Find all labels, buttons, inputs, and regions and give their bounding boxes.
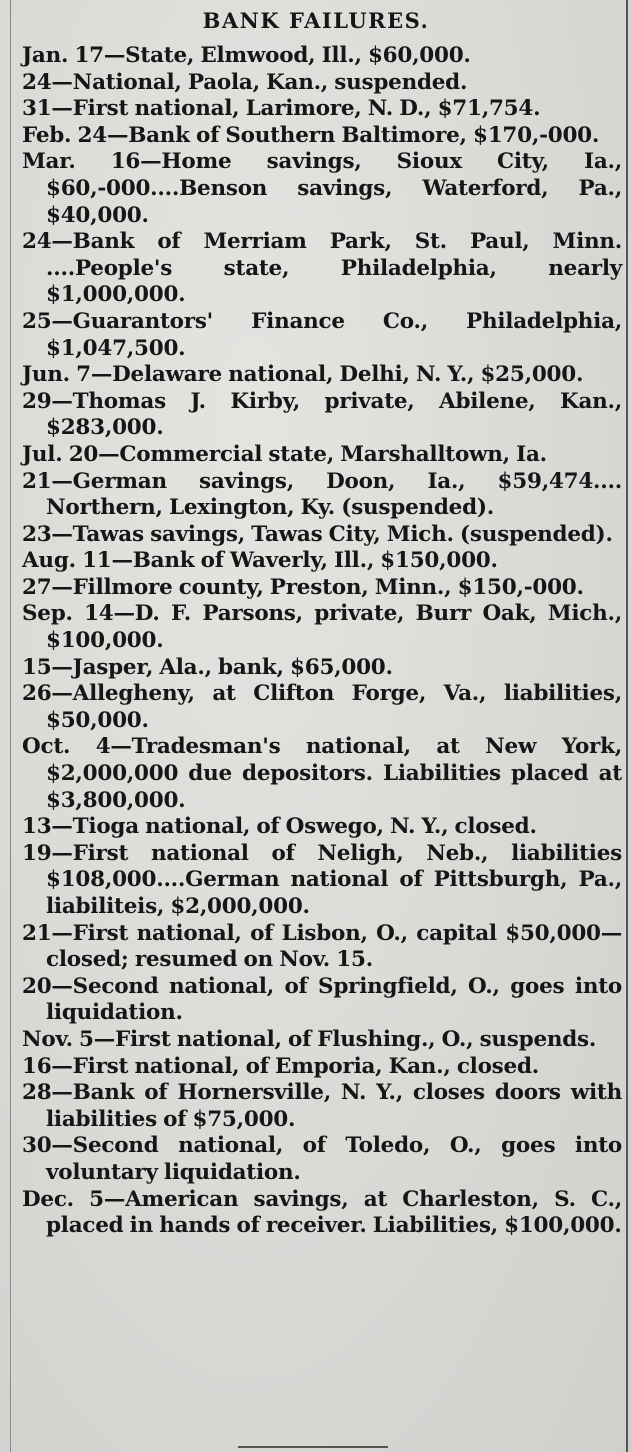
column-left-rule bbox=[10, 0, 11, 1452]
entry-sep-15: 15—Jasper, Ala., bank, $65,000. bbox=[22, 654, 393, 680]
entry-aug-27: 27—Fillmore county, Preston, Minn., $150,-000. bbox=[22, 574, 584, 600]
footer-divider bbox=[238, 1446, 388, 1448]
bank-failures-list bbox=[22, 43, 622, 1240]
entry-aug-11: Aug. 11—Bank of Waverly, Ill., $150,000. bbox=[22, 548, 498, 574]
entry-nov-5: Nov. 5—First national, of Flushing., O., suspends. bbox=[22, 1026, 597, 1052]
entry-jan-24: 24—National, Paola, Kan., suspended. bbox=[22, 69, 468, 95]
column-right-rule bbox=[626, 0, 628, 1452]
entry-sep-26: 26—Allegheny, at Clifton Forge, Va., liabilities, $50,000. bbox=[22, 681, 622, 733]
entry-nov-30: 30—Second national, of Toledo, O., goes into voluntary liquidation. bbox=[22, 1133, 622, 1185]
entry-jan-31: 31—First national, Larimore, N. D., $71,754. bbox=[22, 96, 541, 122]
entry-mar-25: 25—Guarantors' Finance Co., Philadelphia, $1,047,500. bbox=[22, 308, 622, 361]
entry-oct-21: 21—First national, of Lisbon, O., capital $50,000—closed; resumed on Nov. 15. bbox=[22, 920, 622, 973]
entry-jul-23: 23—Tawas savings, Tawas City, Mich. (suspended). bbox=[22, 521, 613, 547]
entry-jul-21: 21—German savings, Doon, Ia., $59,474.... Northern, Lexington, Ky. (suspended). bbox=[22, 468, 622, 521]
entry-jun-29: 29—Thomas J. Kirby, private, Abilene, Kan., $283,000. bbox=[22, 388, 622, 441]
entry-dec-5: Dec. 5—American savings, at Charleston, S. C., placed in hands of receiver. Liabilities, $100,000. bbox=[22, 1186, 622, 1239]
entry-oct-4: Oct. 4—Tradesman's national, at New York, $2,000,000 due depositors. Liabilities placed at $3,800,000. bbox=[22, 734, 622, 813]
entry-jan-17: Jan. 17—State, Elmwood, Ill., $60,000. bbox=[22, 43, 471, 68]
entry-nov-28: 28—Bank of Hornersville, N. Y., closes doors with liabilities of $75,000. bbox=[22, 1080, 622, 1132]
entry-oct-20: 20—Second national, of Springfield, O., goes into liquidation. bbox=[22, 973, 622, 1026]
entry-oct-19: 19—First national of Neligh, Neb., liabilities $108,000....German national of Pittsburgh, Pa., liabiliteis, $2,000,000. bbox=[22, 840, 622, 919]
entry-jun-7: Jun. 7—Delaware national, Delhi, N. Y., $25,000. bbox=[22, 362, 584, 388]
entry-sep-14: Sep. 14—D. F. Parsons, private, Burr Oak, Mich., $100,000. bbox=[22, 601, 622, 654]
entry-feb-24: Feb. 24—Bank of Southern Baltimore, $170,-000. bbox=[22, 122, 600, 148]
entry-nov-16: 16—First national, of Emporia, Kan., closed. bbox=[22, 1053, 539, 1079]
entry-jul-20: Jul. 20—Commercial state, Marshalltown, Ia. bbox=[22, 441, 547, 467]
entry-mar-16: Mar. 16—Home savings, Sioux City, Ia., $60,-000....Benson savings, Waterford, Pa., $40,000. bbox=[22, 149, 622, 228]
entry-mar-24: 24—Bank of Merriam Park, St. Paul, Minn. ....People's state, Philadelphia, nearly $1,000,000. bbox=[22, 229, 622, 308]
article-headline: BANK FAILURES. bbox=[202, 8, 430, 33]
entry-oct-13: 13—Tioga national, of Oswego, N. Y., closed. bbox=[22, 814, 537, 840]
